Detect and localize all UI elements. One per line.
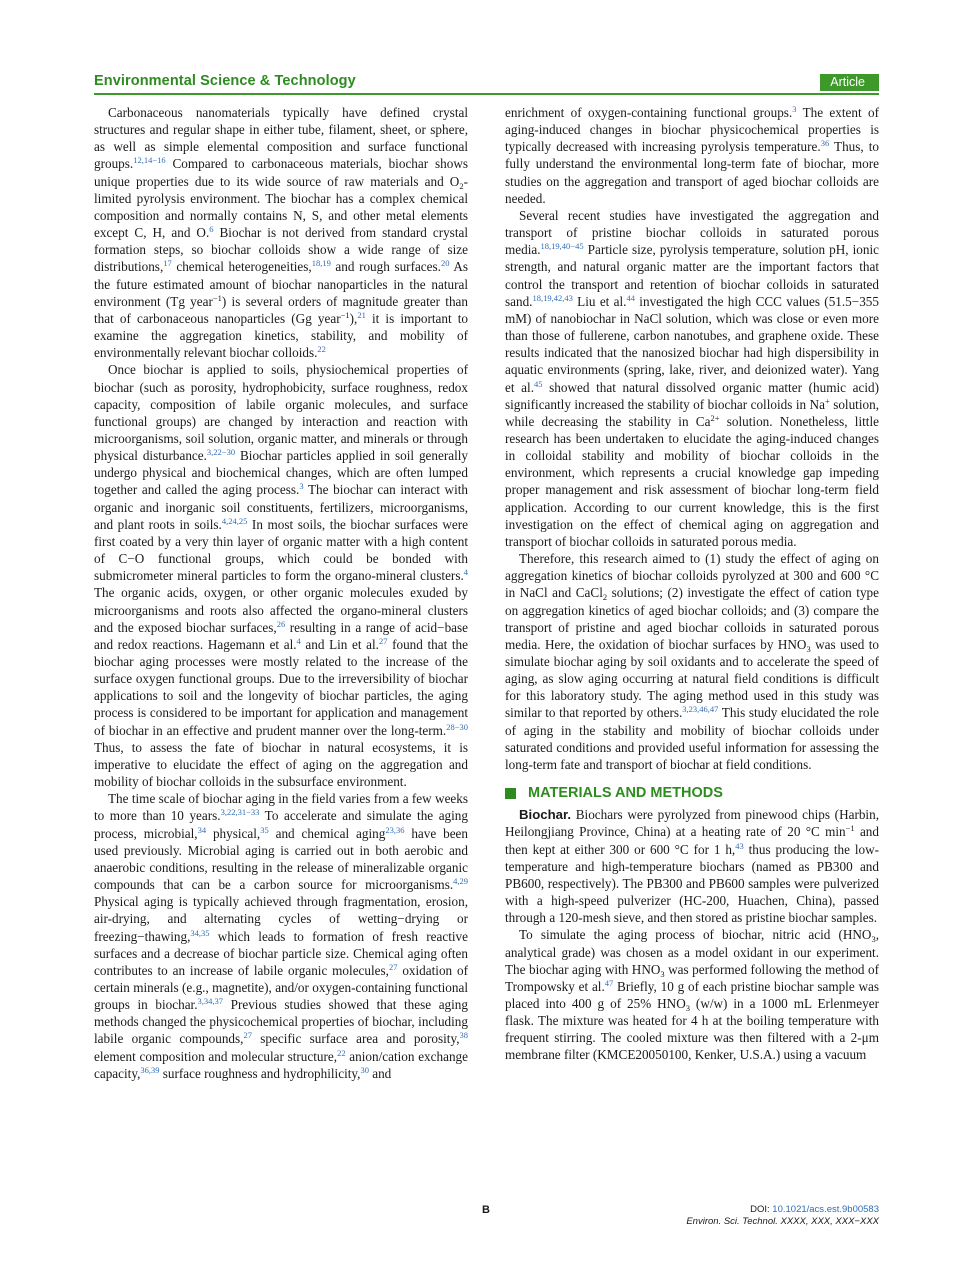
header-rule: [94, 93, 879, 95]
page-number: B: [482, 1204, 490, 1216]
reference-link[interactable]: 17: [163, 258, 172, 269]
reference-link[interactable]: 28−30: [446, 721, 468, 732]
reference-link[interactable]: 12,14−16: [133, 155, 166, 166]
reference-link[interactable]: 23,36: [385, 824, 405, 835]
paragraph-aging-procedure: To simulate the aging process of biochar, nitric acid ($HNO_3$, analytical grade) was chosen as a model oxidant in our experiment. The biochar aging with $HNO_3$ was performed following the method of Trompowsky et al.$^{47}$ Briefly, 10 g of each pristine biochar sample was placed into 400 g of 25% $HNO_3$ (w/w) in a 1000 mL Erlenmeyer flask. The mixture was heated for 4 h at the boiling temperature with frequent stirring. The cooled mixture was then filtered with a 2-μm membrane filter (KMCE20050100, Kenker, U.S.A.) using a vacuum: [505, 927, 879, 1063]
reference-link[interactable]: 34,35: [190, 927, 210, 938]
reference-link[interactable]: 3,34,37: [197, 996, 224, 1007]
paragraph-intro-nanomaterials: Carbonaceous nanomaterials typically have defined crystal structures and regular shape in either tube, filament, sheet, or sphere, as well as simple elemental composition and surface functional groups.$^{12,14-16}$ Compared to carbonaceous materials, biochar shows unique properties due to its wide source of raw materials and $O_2$-limited pyrolysis environment. The biochar has a complex chemical composition and normally contains N, S, and other metal elements except C, H, and O.$^6$ Biochar is not derived from standard crystal formation steps, so biochar colloids show a wide range of size distributions,$^{17}$ chemical heterogeneities,$^{18,19}$ and rough surfaces.$^{20}$ As the future estimated amount of biochar nanoparticles in the natural environment (Tg year$^{-1}$) is several orders of magnitude greater than that of carbonaceous nanoparticles (Gg year$^{-1}$),$^{21}$ it is important to examine the aggregation kinetics, stability, and mobility of environmentally relevant biochar colloids.$^{22}$: [94, 105, 468, 361]
reference-link[interactable]: 27: [378, 635, 388, 646]
reference-link[interactable]: 26: [276, 618, 286, 629]
reference-link[interactable]: 20: [440, 258, 450, 269]
reference-link[interactable]: 3,22,31−33: [220, 807, 260, 818]
paragraph-recent-studies: Several recent studies have investigated the aggregation and transport of pristine biochar colloids in saturated porous media.$^{18,19,40-45}$ Particle size, pyrolysis temperature, solution pH, ionic strength, and natural organic matter are the important factors that control the transport and retention of biochar colloids in saturated sand.$^{18,19,42,43}$ Liu et al.$^{44}$ investigated the high CCC values (51.5−355 mM) of nanobiochar in NaCl solution, which was close or even more than those of fullerene, carbon nanotubes, and graphene oxide. These results indicated that the nanosized biochar had high dispersibility in aquatic environments (spring, lake, river, and deionized water). Yang et al.$^{45}$ showed that natural dissolved organic matter (humic acid) significantly increased the stability of biochar colloids in Na+ solution, while decreasing the stability in $Ca^{2+}$ solution. Nonetheless, little research has been undertaken to elucidate the aging-induced changes in colloidal stability and mobility of biochar colloids in the environment, which represents a crucial knowledge gap impeding proper management and risk assessment of biochar long-term field application. According to our current knowledge, this is the first investigation on the effect of chemical aging on aggregation and transport of biochar colloids in saturated porous media.: [505, 207, 879, 549]
reference-link[interactable]: 34: [197, 824, 207, 835]
paragraph-aging-timescale: The time scale of biochar aging in the field varies from a few weeks to more than 10 years.$^{3,22,31-33}$ To accelerate and simulate the aging process, microbial,$^{34}$ physical,$^{35}$ and chemical aging$^{23,36}$ have been used previously. Microbial aging is carried out in both aerobic and anaerobic conditions, resulting in the release of mineralizable organic compounds that can be a carbon source for microorganisms.$^{4,29}$ Physical aging is typically achieved through fragmentation, erosion, air-drying, and alternating cycles of wetting−drying or freezing−thawing,$^{34,35}$ which leads to formation of fresh reactive surfaces and a decrease of biochar particle size. Chemical aging often contributes to an increase of labile organic molecules,$^{27}$ oxidation of certain minerals (e.g., magnetite), and/or oxygen-containing functional groups in biochar.$^{3,34,37}$ Previous studies showed that these aging methods changed the physicochemical properties of biochar, including labile organic compounds,$^{27}$ specific surface area and porosity,$^{38}$ element composition and molecular structure,$^{22}$ anion/cation exchange capacity,$^{36,39}$ surface roughness and hydrophilicity,$^{30}$ and: [94, 791, 468, 1081]
paragraph-research-aims: Therefore, this research aimed to (1) study the effect of aging on aggregation kinetics of biochar colloids pyrolyzed at 300 and 600 °C in NaCl and CaCl$_2$ solutions; (2) investigate the effect of cation type on aggregation kinetics of aged biochar colloids; and (3) compare the transport of pristine and aged biochar colloids in saturated porous media. Here, the oxidation of biochar surfaces by $HNO_3$ was used to simulate biochar aging by soil oxidants and to accelerate the speed of aging, as slow aging occurring at natural field conditions is difficult for this laboratory study. The aging method used in this study was similar to that reported by others.$^{3,23,46,47}$ This study elucidated the role of aging in the stability and mobility of biochar colloids under saturated conditions and provided useful information for assessing the long-term fate and transport of biochar at field conditions.: [505, 551, 879, 772]
footer-citation: DOI: 10.1021/acs.est.9b00583 Environ. Sci. Technol. XXXX, XXX, XXX−XXX: [686, 1204, 879, 1227]
reference-link[interactable]: 47: [604, 977, 614, 988]
reference-link[interactable]: 3: [299, 481, 304, 492]
reference-link[interactable]: 18,19,40−45: [540, 241, 584, 252]
reference-link[interactable]: 27: [388, 961, 398, 972]
article-type-badge: Article: [820, 74, 879, 91]
reference-link[interactable]: 4,29: [453, 876, 468, 887]
section-heading-materials-methods: MATERIALS AND METHODS: [505, 785, 879, 802]
paragraph-biochar-preparation: Biochar. Biochars were pyrolyzed from pinewood chips (Harbin, Heilongjiang Province, China) at a heating rate of 20 °C $\min^{-1}$ and then kept at either 300 or 600 °C for 1 h,$^{43}$ thus producing the low-temperature and high-temperature biochars (named as PB300 and PB600, respectively). The PB300 and PB600 samples were pulverized with a high-speed pulverizer (HC-200, Huachen, China), passed through a 120-mesh sieve, and then stored as pristine biochar samples.: [505, 807, 879, 926]
reference-link[interactable]: 4: [463, 567, 468, 578]
reference-link[interactable]: 18,19: [311, 258, 331, 269]
reference-link[interactable]: 38: [459, 1030, 468, 1041]
section-square-icon: [505, 788, 516, 799]
reference-link[interactable]: 35: [260, 824, 269, 835]
reference-link[interactable]: 22: [317, 344, 326, 355]
left-column: [94, 104, 468, 1082]
reference-link[interactable]: 45: [534, 378, 543, 389]
reference-link[interactable]: 3: [792, 104, 797, 114]
subsection-runin-heading: Biochar.: [519, 807, 572, 823]
reference-link[interactable]: 4,24,25: [221, 515, 248, 526]
reference-link[interactable]: 3,23,46,47: [682, 704, 719, 715]
reference-link[interactable]: 36: [820, 138, 830, 149]
right-column: [505, 104, 879, 1064]
reference-link[interactable]: 4: [296, 635, 301, 646]
reference-link[interactable]: 3,22−30: [206, 447, 236, 458]
reference-link[interactable]: 43: [735, 840, 744, 851]
reference-link[interactable]: 21: [357, 309, 366, 320]
reference-link[interactable]: 36,39: [140, 1064, 160, 1075]
page-header: [94, 73, 879, 93]
doi-link[interactable]: 10.1021/acs.est.9b00583: [772, 1204, 879, 1215]
paragraph-biochar-aging: Once biochar is applied to soils, physiochemical properties of biochar (such as porosity, hydrophobicity, surface roughness, redox capacity, composition of labile organic molecules, and surface functional groups) are changed by interaction and reaction with microorganisms, soil solution, organic matter, and minerals or through physical disturbance.$^{3,22-30}$ Biochar particles applied in soil generally undergo physical and biochemical changes, which are often lumped together and called the aging process.$^3$ The biochar can interact with organic and inorganic soil constituents, fertilizers, microorganisms, and plant roots in soils.$^{4,24,25}$ In most soils, the biochar surfaces were first coated by a very thin layer of organic matter with a high content of C−O functional groups, which could be bonded with submicrometer mineral particles to form the organo-mineral clusters.$^4$ The organic acids, oxygen, or other organic molecules exuded by microorganisms and roots also affected the organo-mineral clusters and the exposed biochar surfaces,$^{26}$ resulting in a range of acid−base and redox reactions. Hagemann et al.$^4$ and Lin et al.$^{27}$ found that the biochar aging processes were mostly related to the increase of the surface oxygen functional groups. Due to the irreversibility of biochar applications to soil and the longevity of biochar particles, the aging process is considered to be important for application and management of biochar in an effective and prudent manner over the long-term.$^{28-30}$ Thus, to assess the fate of biochar in natural ecosystems, it is imperative to elucidate the effect of aging on the aggregation and mobility of biochar colloids in the subsurface environment.: [94, 362, 469, 790]
reference-link[interactable]: 22: [337, 1047, 346, 1058]
reference-link[interactable]: 30: [360, 1064, 369, 1075]
reference-link[interactable]: 18,19,42,43: [532, 292, 573, 303]
journal-citation: Environ. Sci. Technol. XXXX, XXX, XXX−XXX: [686, 1216, 879, 1227]
paragraph-aging-effects: enrichment of oxygen-containing functional groups.$^3$ The extent of aging-induced changes in biochar physicochemical properties is typically decreased with increasing pyrolysis temperature.$^{36}$ Thus, to fully understand the environmental long-term fate of biochar, more studies on the aggregation and transport of aged biochar colloids are needed.: [505, 104, 879, 206]
reference-link[interactable]: 27: [243, 1030, 252, 1041]
reference-link[interactable]: 6: [209, 224, 214, 235]
journal-title[interactable]: Environmental Science & Technology: [94, 73, 356, 89]
reference-link[interactable]: 44: [626, 292, 635, 303]
